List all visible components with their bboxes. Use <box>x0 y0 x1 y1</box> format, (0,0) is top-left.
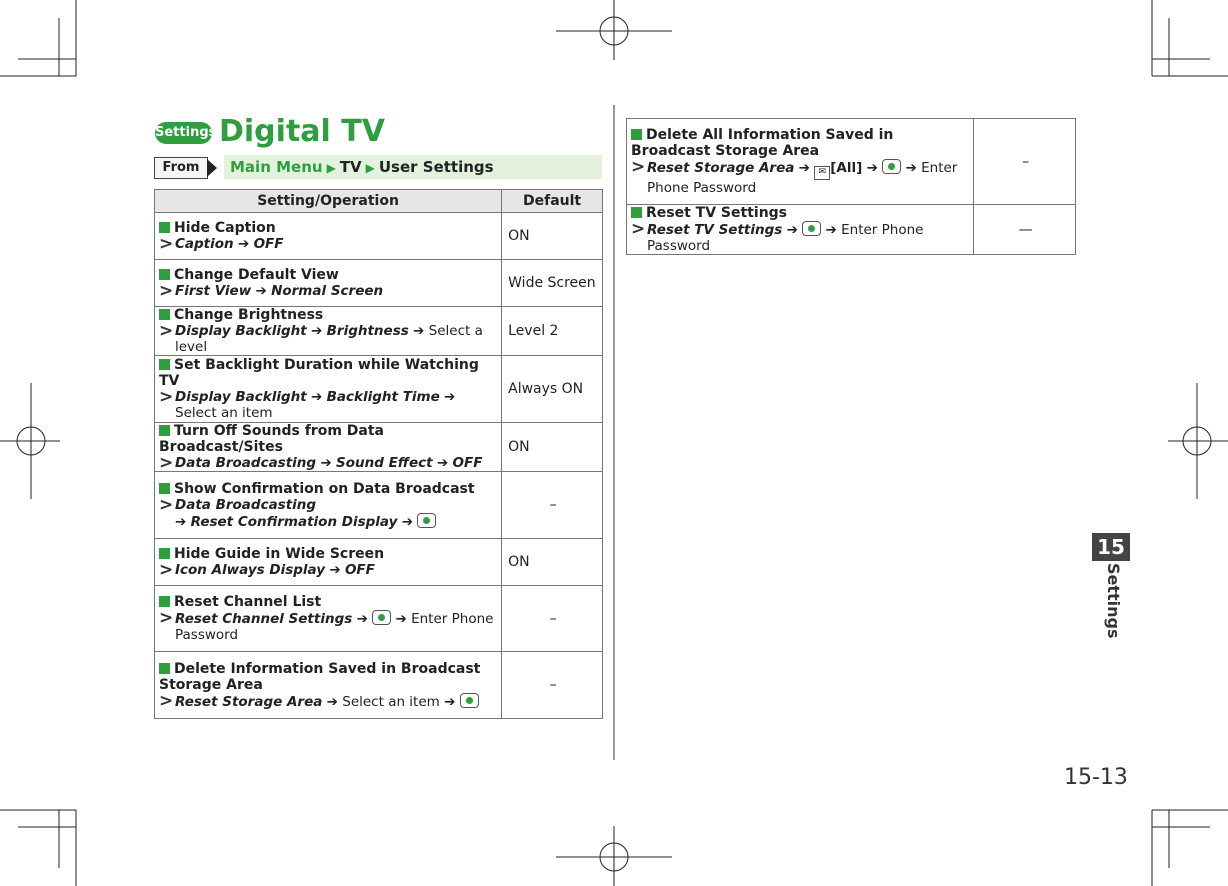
table-row: Reset Channel List > Reset Channel Settings ➔ ➔ Enter Phone Password – <box>155 586 603 652</box>
path-user-settings: User Settings <box>378 158 494 176</box>
mail-key-icon: ✉ <box>814 166 830 180</box>
center-key-icon <box>882 159 901 174</box>
table-row: Delete All Information Saved in Broadcast Storage Area > Reset Storage Area ➔ ✉ [All] ➔ ➔ Enter Phone Password – <box>627 119 1076 205</box>
table-row: Turn Off Sounds from Data Broadcast/Sites > Data Broadcasting ➔ Sound Effect ➔ OFF ON <box>155 423 603 472</box>
row-default: ON <box>502 423 603 472</box>
page-number: 15-13 <box>1064 765 1128 790</box>
menu-path <box>224 155 602 179</box>
row-default: ON <box>502 539 603 586</box>
table-row: Change Default View > First View ➔ Normal Screen Wide Screen <box>155 260 603 307</box>
page-title: Digital TV <box>219 114 385 149</box>
table-row: Hide Guide in Wide Screen > Icon Always Display ➔ OFF ON <box>155 539 603 586</box>
row-default: – <box>502 472 603 539</box>
center-key-icon <box>417 513 436 528</box>
col-default-header: Default <box>502 190 603 213</box>
row-default: Wide Screen <box>502 260 603 307</box>
table-row: Reset TV Settings > Reset TV Settings ➔ ➔ Enter Phone Password — <box>627 205 1076 255</box>
row-default: – <box>974 119 1076 205</box>
row-default: – <box>502 652 603 719</box>
settings-table <box>154 189 603 719</box>
center-key-icon <box>460 693 479 708</box>
from-arrow-icon <box>207 159 217 177</box>
from-label: From <box>154 157 208 179</box>
settings-table-2 <box>626 118 1076 255</box>
table-row: Show Confirmation on Data Broadcast > Data Broadcasting ➔ Reset Confirmation Display ➔ – <box>155 472 603 539</box>
row-heading: Change Default View <box>174 267 339 283</box>
row-heading: Set Backlight Duration while Watching TV <box>159 357 479 389</box>
path-tv: TV <box>339 158 362 176</box>
column-divider <box>613 105 615 760</box>
col-setting-header: Setting/Operation <box>155 190 502 213</box>
row-default: — <box>974 205 1076 255</box>
row-heading: Delete Information Saved in Broadcast Storage Area <box>159 660 481 693</box>
table-row: Change Brightness > Display Backlight ➔ Brightness ➔ Select a level Level 2 <box>155 307 603 356</box>
table-row: Delete Information Saved in Broadcast Storage Area > Reset Storage Area ➔ Select an item ➔ – <box>155 652 603 719</box>
row-heading: Change Brightness <box>174 307 324 323</box>
row-heading: Reset TV Settings <box>646 205 788 221</box>
settings-badge: Settings <box>155 122 212 144</box>
center-key-icon <box>802 221 821 236</box>
triangle-right-icon: ▶ <box>326 161 336 175</box>
chapter-tab-label: Settings <box>1104 563 1123 639</box>
table-row: Hide Caption > Caption ➔ OFF ON <box>155 213 603 260</box>
row-default: ON <box>502 213 603 260</box>
row-heading: Delete All Information Saved in Broadcast Storage Area <box>631 127 894 159</box>
row-heading: Turn Off Sounds from Data Broadcast/Sites <box>159 423 384 455</box>
row-default: Level 2 <box>502 307 603 356</box>
row-heading: Hide Guide in Wide Screen <box>174 546 385 562</box>
row-default: – <box>502 586 603 652</box>
chapter-tab-number: 15 <box>1092 533 1130 561</box>
row-heading: Reset Channel List <box>174 594 322 610</box>
center-key-icon <box>372 610 391 625</box>
table-row: Set Backlight Duration while Watching TV > Display Backlight ➔ Backlight Time ➔ Select an item Always ON <box>155 356 603 423</box>
row-heading: Hide Caption <box>174 220 276 236</box>
row-heading: Show Confirmation on Data Broadcast <box>174 480 475 497</box>
triangle-right-icon: ▶ <box>365 161 375 175</box>
row-default: Always ON <box>502 356 603 423</box>
path-main-menu: Main Menu <box>230 158 323 176</box>
